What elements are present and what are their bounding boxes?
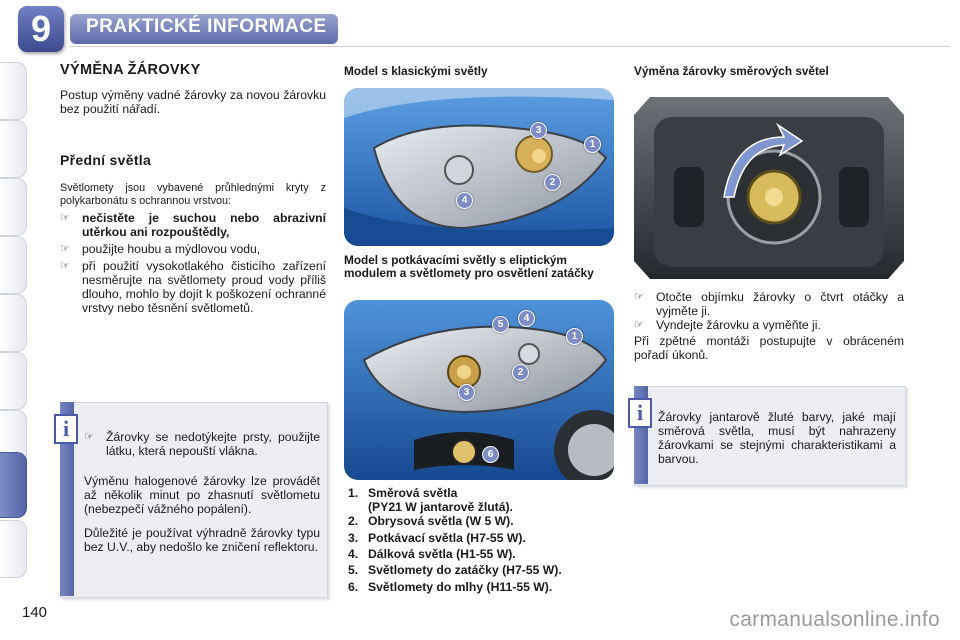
side-tab[interactable] xyxy=(0,62,27,120)
subsection-heading: Přední světla xyxy=(60,152,152,168)
callout-badge: 4 xyxy=(456,192,473,209)
legend-item: 2. Obrysová světla (W 5 W). xyxy=(348,514,514,528)
section-heading: VÝMĚNA ŽÁROVKY xyxy=(60,62,201,78)
page-title: PRAKTICKÉ INFORMACE xyxy=(86,16,327,37)
section-intro: Světlomety jsou vybavené průhlednými kryty z polykarbonátu s ochrannou vrstvou: xyxy=(60,182,326,207)
callout-badge: 2 xyxy=(544,174,561,191)
info-icon: i xyxy=(54,414,78,444)
legend-item: 6. Světlomety do mlhy (H11-55 W). xyxy=(348,580,553,594)
list-item: ☞ Otočte objímku žárovky o čtvrt otáčky a vyjměte ji. xyxy=(634,290,904,318)
figure-title: Model s potkávacími světly s eliptickým modulem a světlomety pro osvětlení zatáčky xyxy=(344,253,594,280)
callout-badge: 3 xyxy=(530,122,547,139)
hand-pointer-icon: ☞ xyxy=(634,319,644,331)
legend-item: 5. Světlomety do zatáčky (H7-55 W). xyxy=(348,563,562,577)
info-bullet: ☞ Žárovky se nedotýkejte prsty, použijte látku, která nepouští vlákna. xyxy=(84,430,320,458)
info-paragraph: Důležité je používat výhradně žárovky typu bez U.V., aby nedošlo ke zničení reflektoru. xyxy=(84,526,320,554)
chapter-badge: 9 xyxy=(18,6,64,52)
side-tab[interactable] xyxy=(0,120,27,178)
info-paragraph: Výměnu halogenové žárovky lze provádět až několik minut po zhasnutí světlometu (nebezpečí vážného popálení). xyxy=(84,474,320,516)
header-divider xyxy=(70,46,950,47)
hand-pointer-icon: ☞ xyxy=(60,243,70,255)
side-tab-active[interactable] xyxy=(0,452,27,518)
callout-badge: 6 xyxy=(482,446,499,463)
hand-pointer-icon: ☞ xyxy=(60,212,70,224)
page-number: 140 xyxy=(22,604,48,621)
hand-pointer-icon: ☞ xyxy=(84,431,94,443)
callout-badge: 4 xyxy=(518,310,535,327)
info-paragraph: Žárovky jantarově žluté barvy, jaké mají směrová světla, musí být nahrazeny žárovkami se stejnými charakteristikami a barvou. xyxy=(658,410,896,466)
side-tab[interactable] xyxy=(0,352,27,410)
legend-item: 1. Směrová světla (PY21 W jantarově žlutá). xyxy=(348,486,513,514)
list-item: ☞ Vyndejte žárovku a vyměňte ji. xyxy=(634,318,821,332)
paragraph: Při zpětné montáži postupujte v obráceném pořadí úkonů. xyxy=(634,334,904,362)
figure-title: Výměna žárovky směrových světel xyxy=(634,64,829,78)
info-icon: i xyxy=(628,398,652,428)
list-item: ☞ nečistěte je suchou nebo abrazivní utěrkou ani rozpouštědly, xyxy=(60,211,326,239)
legend-item: 3. Potkávací světla (H7-55 W). xyxy=(348,531,526,545)
callout-badge: 1 xyxy=(566,328,583,345)
figure-title: Model s klasickými světly xyxy=(344,64,488,78)
callout-badge: 2 xyxy=(512,364,529,381)
hand-pointer-icon: ☞ xyxy=(634,291,644,303)
list-item: ☞ použijte houbu a mýdlovou vodu, xyxy=(60,242,261,256)
callout-badge: 1 xyxy=(584,136,601,153)
list-item: ☞ při použití vysokotlakého čisticího zařízení nesměrujte na světlomety proud vody příliš dlouho, mohlo by dojít k poškození ochranné vrstvy nebo těsnění světlometů. xyxy=(60,259,326,315)
intro-text: Postup výměny vadné žárovky za novou žárovku bez použití nářadí. xyxy=(60,88,326,116)
indicator-bulb-photo xyxy=(634,97,904,279)
watermark: carmanualsonline.info xyxy=(729,608,940,631)
side-tab[interactable] xyxy=(0,294,27,352)
headlight-photo-classic xyxy=(344,88,614,246)
headlight-photo-elliptical xyxy=(344,300,614,480)
callout-badge: 3 xyxy=(458,384,475,401)
hand-pointer-icon: ☞ xyxy=(60,260,70,272)
side-tab[interactable] xyxy=(0,178,27,236)
legend-item: 4. Dálková světla (H1-55 W). xyxy=(348,547,516,561)
side-tab[interactable] xyxy=(0,236,27,294)
side-tab[interactable] xyxy=(0,520,27,578)
callout-badge: 5 xyxy=(492,316,509,333)
